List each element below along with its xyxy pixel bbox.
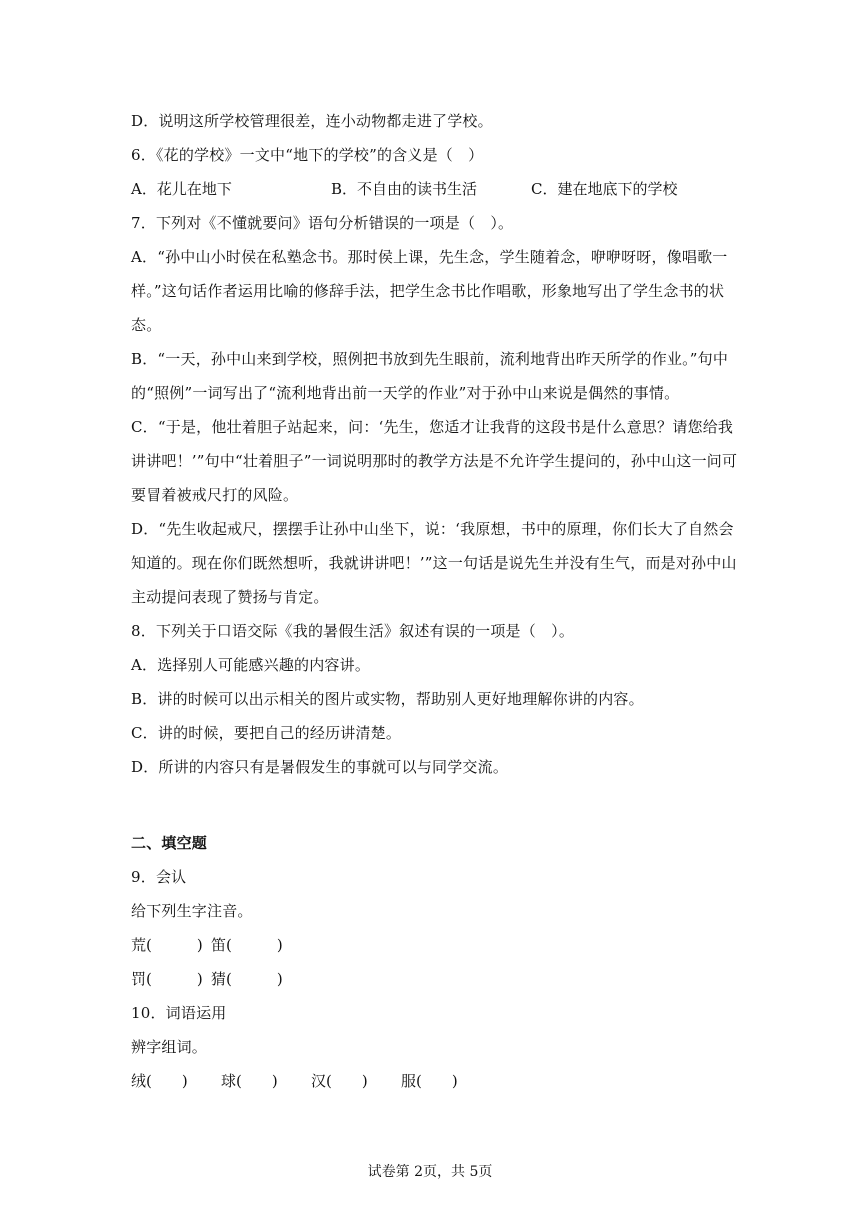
q8-option-a: A．选择别人可能感兴趣的内容讲。 <box>131 656 371 674</box>
q8-stem: 8．下列关于口语交际《我的暑假生活》叙述有误的一项是（ ）。 <box>131 622 575 640</box>
q7-stem: 7．下列对《不懂就要问》语句分析错误的一项是（ ）。 <box>131 214 514 232</box>
section-title-fill-in: 二、填空题 <box>131 834 208 852</box>
q9-blank-cai: 猜( ) <box>211 970 283 988</box>
q7-option-a-line3: 态。 <box>131 316 162 334</box>
q10-blank-qiu: 球( ) <box>221 1072 278 1090</box>
q8-option-d: D．所讲的内容只有是暑假发生的事就可以与同学交流。 <box>131 758 509 776</box>
q6-stem: 6．《花的学校》一文中“地下的学校”的含义是（ ） <box>131 146 484 164</box>
q7-option-b-line1: B．“一天，孙中山来到学校，照例把书放到先生眼前，流利地背出昨天所学的作业。”句中 <box>131 350 729 368</box>
q10-blank-fu: 服( ) <box>401 1072 458 1090</box>
q10-blank-rong: 绒( ) <box>131 1072 188 1090</box>
q7-option-d-line1: D．“先生收起戒尺，摆摆手让孙中山坐下，说：‘我原想，书中的原理，你们长大了自然会 <box>131 520 734 538</box>
q7-option-c-line1: C．“于是，他壮着胆子站起来，问：‘先生，您适才让我背的这段书是什么意思？请您给我 <box>131 418 734 436</box>
q7-option-d-line2: 知道的。现在你们既然想听，我就讲讲吧！’”这一句话是说先生并没有生气，而是对孙中山 <box>131 554 737 572</box>
q8-option-c: C．讲的时候，要把自己的经历讲清楚。 <box>131 724 402 742</box>
q7-option-d-line3: 主动提问表现了赞扬与肯定。 <box>131 588 329 606</box>
q7-option-a-line1: A．“孙中山小时侯在私塾念书。那时侯上课，先生念，学生随着念，咿咿呀呀，像唱歌一 <box>131 248 728 266</box>
q10-instruction: 辨字组词。 <box>131 1038 208 1056</box>
q9-blank-huang: 荒( ) <box>131 936 203 954</box>
q6-option-b: B．不自由的读书生活 <box>331 180 478 198</box>
q10-blank-han: 汉( ) <box>311 1072 368 1090</box>
q5-option-d: D．说明这所学校管理很差，连小动物都走进了学校。 <box>131 112 493 130</box>
page-footer: 试卷第 2页，共 5页 <box>367 1164 493 1180</box>
q7-option-c-line3: 要冒着被戒尺打的风险。 <box>131 486 299 504</box>
q9-blank-di: 笛( ) <box>211 936 283 954</box>
q9-blank-fa: 罚( ) <box>131 970 203 988</box>
q7-option-c-line2: 讲讲吧！’”句中“壮着胆子”一词说明那时的教学方法是不允许学生提问的，孙中山这一问可 <box>131 452 738 470</box>
q10-stem: 10．词语运用 <box>131 1004 227 1022</box>
q9-stem: 9．会认 <box>131 868 187 886</box>
q7-option-b-line2: 的“照例”一词写出了“流利地背出前一天学的作业”对于孙中山来说是偶然的事情。 <box>131 384 680 402</box>
q7-option-a-line2: 样。”这句话作者运用比喻的修辞手法，把学生念书比作唱歌，形象地写出了学生念书的状 <box>131 282 725 300</box>
q6-option-c: C．建在地底下的学校 <box>531 180 678 198</box>
q9-instruction: 给下列生字注音。 <box>131 902 253 920</box>
q8-option-b: B．讲的时候可以出示相关的图片或实物，帮助别人更好地理解你讲的内容。 <box>131 690 644 708</box>
q6-option-a: A．花儿在地下 <box>131 180 232 198</box>
